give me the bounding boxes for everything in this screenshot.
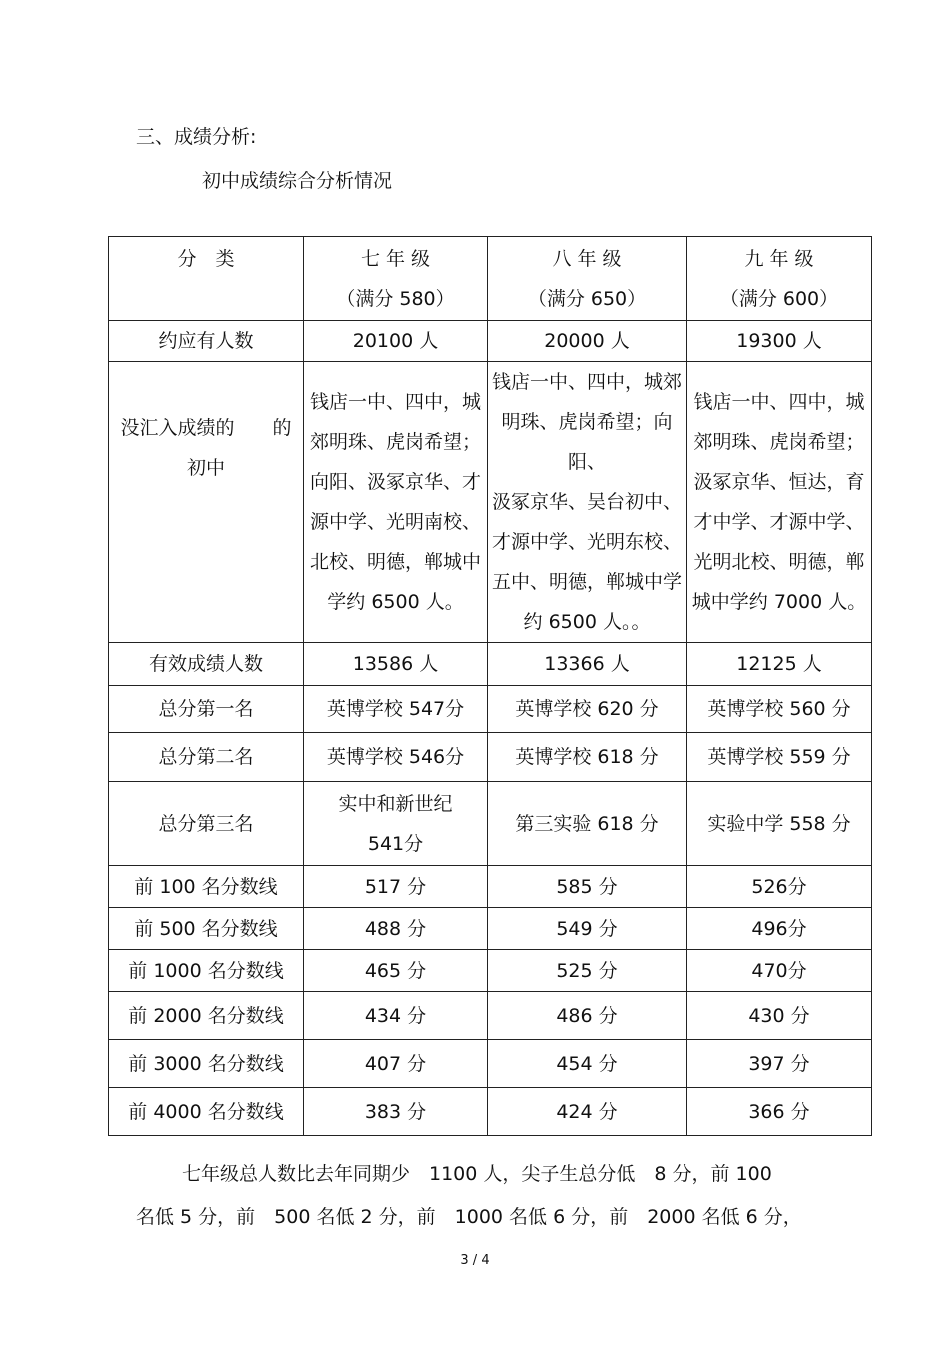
table-row-score-line-100 [109,866,872,908]
header-full-score: （满分 600） [719,287,839,310]
cell-line: 实验中学 558 分 [707,812,851,835]
table-cell: 20100 人 [304,321,488,362]
note-line: 郊明珠、虎岗希望； [309,431,481,453]
note-line: 才中学、才源中学、 [693,511,865,533]
table-row-score-line-3000 [109,1040,872,1088]
table-row-excluded-schools [109,362,872,643]
table-row-first-place [109,686,872,733]
table-row-second-place [109,733,872,782]
row-label: 前 1000 名分数线 [109,950,304,992]
table-row-score-line-1000 [109,950,872,992]
summary-paragraph-line: 七年级总人数比去年同期少 1100 人，尖子生总分低 8 分，前 100 [182,1163,772,1185]
row-label-line: 初中 [186,457,225,479]
table-cell: 英博学校 618 分 [488,733,687,782]
table-cell [488,782,687,866]
cell-line: 第三实验 618 分 [515,812,659,835]
row-label-excluded-schools [109,362,304,643]
cell-line: 541分 [367,832,424,855]
note-line: 源中学、光明南校、 [309,511,481,533]
table-cell: 366 分 [687,1088,872,1136]
header-category-cell [109,237,304,321]
header-grade-name: 九 年 级 [744,247,814,270]
table-cell: 19300 人 [687,321,872,362]
table-cell: 13366 人 [488,643,687,686]
note-line: 约 6500 人。。 [523,611,651,633]
table-cell [687,782,872,866]
table-row-score-line-2000 [109,992,872,1040]
table-cell: 434 分 [304,992,488,1040]
table-header-row [109,237,872,321]
table-cell: 407 分 [304,1040,488,1088]
excluded-schools-grade7 [304,362,488,643]
note-line: 北校、明德，郸城中 [309,551,481,573]
header-category: 分 类 [177,248,235,270]
row-label: 前 2000 名分数线 [109,992,304,1040]
note-line: 钱店一中、四中，城 [309,391,481,413]
table-row-score-line-500 [109,908,872,950]
note-line: 汲冢京华、吴台初中、 [491,491,682,513]
cell-line: 实中和新世纪 [338,792,453,815]
table-cell: 526分 [687,866,872,908]
summary-paragraph-line: 名低 5 分，前 500 名低 2 分，前 1000 名低 6 分，前 2000 名低 6 分， [136,1206,802,1228]
row-label: 前 500 名分数线 [109,908,304,950]
note-line: 城中学约 7000 人。 [691,591,867,613]
row-label: 总分第二名 [109,733,304,782]
table-cell: 486 分 [488,992,687,1040]
table-cell: 英博学校 560 分 [687,686,872,733]
page-number: 3 / 4 [460,1253,490,1268]
table-cell: 525 分 [488,950,687,992]
row-label: 约应有人数 [109,321,304,362]
table-cell: 12125 人 [687,643,872,686]
header-grade9-cell [687,237,872,321]
note-line: 才源中学、光明东校、 [491,531,682,553]
table-cell [304,782,488,866]
row-label: 总分第一名 [109,686,304,733]
row-label: 有效成绩人数 [109,643,304,686]
table-cell: 英博学校 547分 [304,686,488,733]
header-full-score: （满分 580） [336,287,455,310]
row-label: 前 3000 名分数线 [109,1040,304,1088]
table-cell: 496分 [687,908,872,950]
table-cell: 383 分 [304,1088,488,1136]
note-line: 郊明珠、虎岗希望； [693,431,865,453]
table-cell: 454 分 [488,1040,687,1088]
header-grade-name: 八 年 级 [552,247,622,270]
table-cell: 465 分 [304,950,488,992]
table-row-valid-count [109,643,872,686]
note-line: 学约 6500 人。 [327,591,464,613]
table-cell: 20000 人 [488,321,687,362]
table-cell: 517 分 [304,866,488,908]
table-cell: 549 分 [488,908,687,950]
table-cell: 13586 人 [304,643,488,686]
note-line: 钱店一中、四中，城郊 [491,371,682,393]
header-grade-name: 七 年 级 [360,247,431,270]
table-cell: 英博学校 620 分 [488,686,687,733]
table-row-third-place [109,782,872,866]
row-label: 前 4000 名分数线 [109,1088,304,1136]
table-cell: 470分 [687,950,872,992]
table-cell: 英博学校 559 分 [687,733,872,782]
excluded-schools-grade9 [687,362,872,643]
row-label-line: 没汇入成绩的 的 [120,417,292,439]
excluded-schools-grade8 [488,362,687,643]
table-title: 初中成绩综合分析情况 [202,170,393,192]
note-line: 明珠、虎岗希望；向阳、 [501,411,673,473]
note-line: 汲冢京华、恒达，育 [693,471,865,493]
header-grade7-cell [304,237,488,321]
note-line: 钱店一中、四中，城 [693,391,865,413]
note-line: 向阳、汲冢京华、才 [309,471,481,493]
table-cell: 585 分 [488,866,687,908]
table-cell: 488 分 [304,908,488,950]
table-cell: 397 分 [687,1040,872,1088]
table-cell: 英博学校 546分 [304,733,488,782]
row-label: 前 100 名分数线 [109,866,304,908]
note-line: 光明北校、明德，郸 [693,551,865,573]
table-cell: 424 分 [488,1088,687,1136]
header-full-score: （满分 650） [527,287,647,310]
score-analysis-table [108,236,872,1136]
table-row-score-line-4000 [109,1088,872,1136]
row-label: 总分第三名 [109,782,304,866]
header-grade8-cell [488,237,687,321]
section-heading: 三、成绩分析: [136,126,257,148]
table-cell: 430 分 [687,992,872,1040]
table-row-expected-count [109,321,872,362]
note-line: 五中、明德，郸城中学 [491,571,682,593]
